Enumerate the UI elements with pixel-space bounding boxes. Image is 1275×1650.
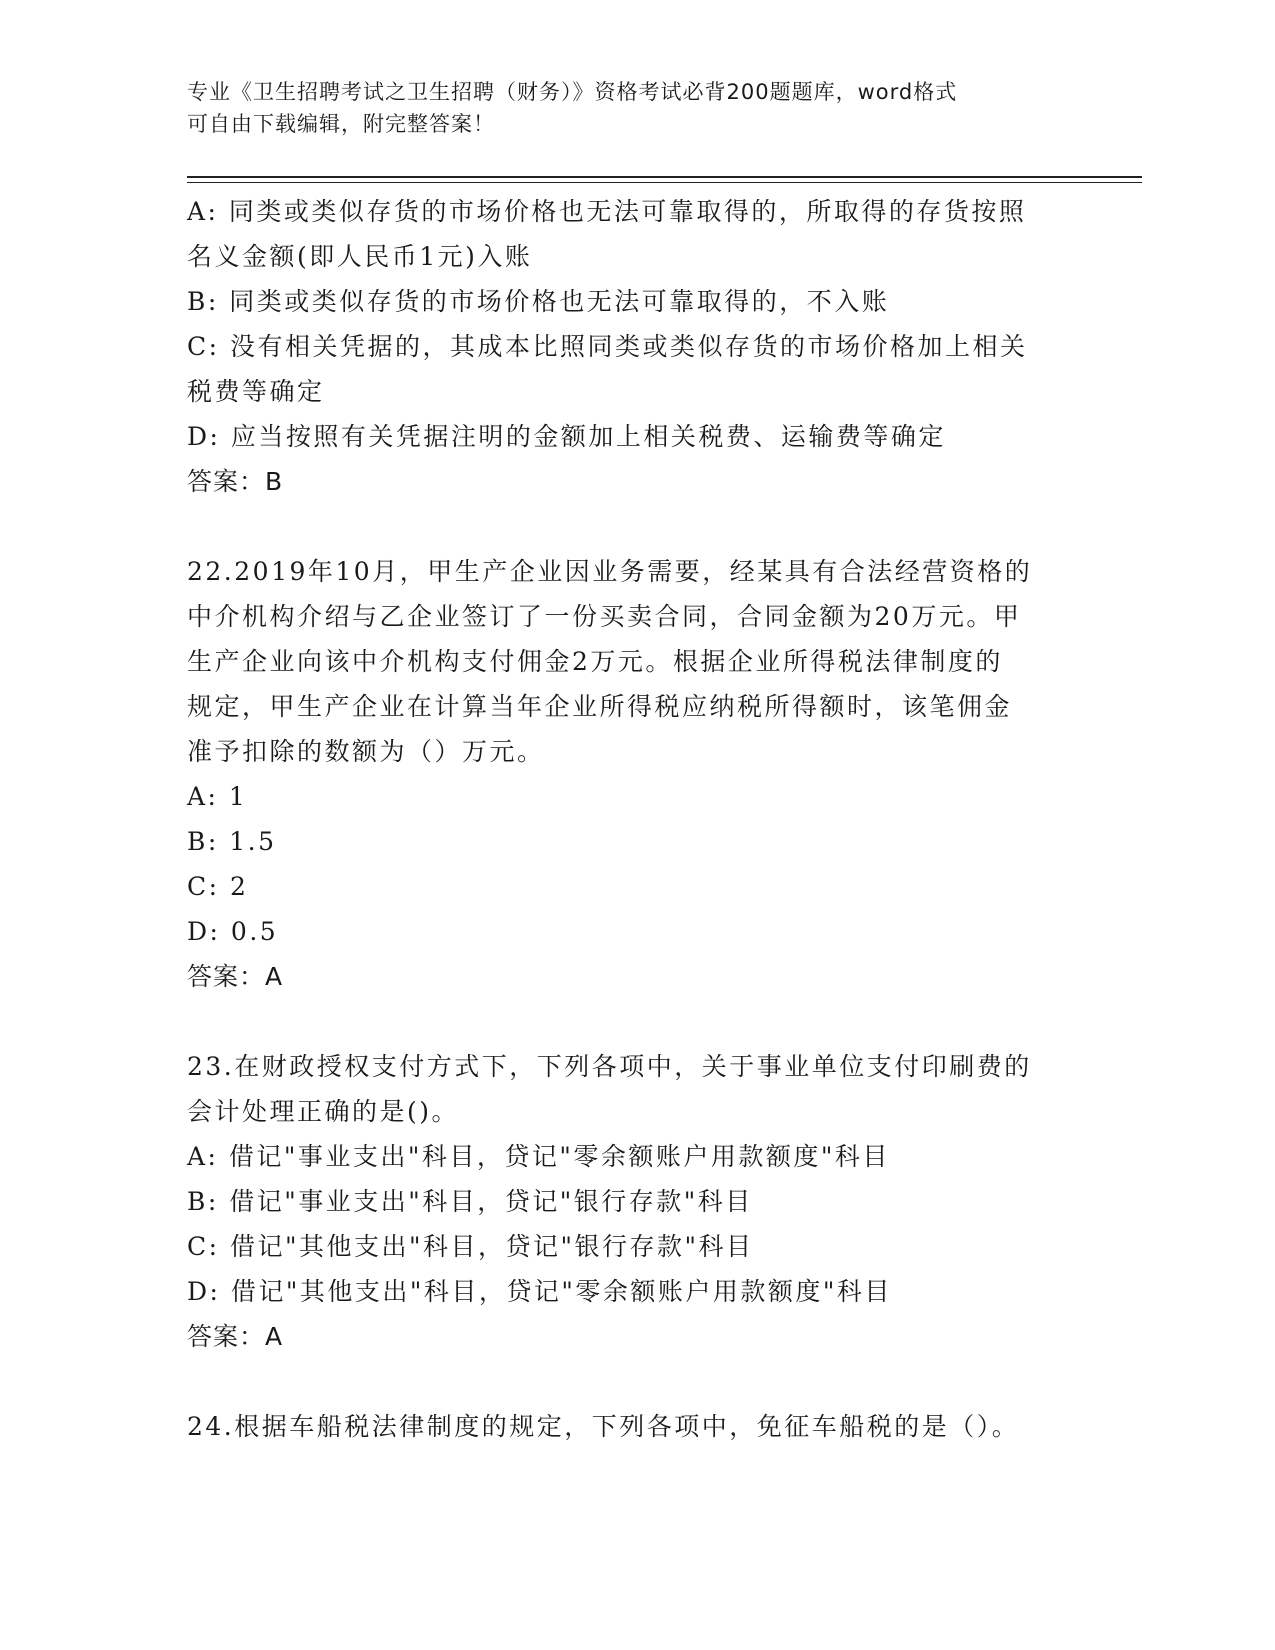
q23-option-d: D: 借记"其他支出"科目，贷记"零余额账户用款额度"科目 — [187, 1277, 892, 1306]
q22-answer: 答案：A — [187, 962, 284, 991]
q23-option-b: B: 借记"事业支出"科目，贷记"银行存款"科目 — [187, 1187, 753, 1216]
q23-answer: 答案：A — [187, 1322, 284, 1351]
q22-option-b: B: 1.5 — [187, 827, 277, 856]
q21-option-c-line-1: C: 没有相关凭据的，其成本比照同类或类似存货的市场价格加上相关 — [187, 332, 1028, 361]
q21-option-d: D: 应当按照有关凭据注明的金额加上相关税费、运输费等确定 — [187, 422, 946, 451]
q21-option-b: B: 同类或类似存货的市场价格也无法可靠取得的，不入账 — [187, 287, 890, 316]
spacer — [187, 1359, 1067, 1404]
q23-stem-line-2: 会计处理正确的是()。 — [187, 1097, 460, 1126]
spacer — [187, 504, 1067, 549]
q22-option-c: C: 2 — [187, 872, 249, 901]
q24-stem-line-1: 24.根据车船税法律制度的规定，下列各项中，免征车船税的是（）。 — [187, 1412, 1020, 1441]
header-rule-thick — [187, 176, 1142, 178]
q21-option-a-line-1: A: 同类或类似存货的市场价格也无法可靠取得的，所取得的存货按照 — [187, 197, 1027, 226]
q21-option-a-line-2: 名义金额(即人民币1元)入账 — [187, 242, 533, 271]
q23-stem-line-1: 23.在财政授权支付方式下，下列各项中，关于事业单位支付印刷费的 — [187, 1052, 1032, 1081]
header-title-line-1: 专业《卫生招聘考试之卫生招聘（财务）》资格考试必背200题题库，word格式 — [187, 80, 958, 104]
q22-stem-line-1: 22.2019年10月，甲生产企业因业务需要，经某具有合法经营资格的 — [187, 557, 1033, 586]
q22-stem-line-5: 准予扣除的数额为（）万元。 — [187, 737, 545, 766]
q22-stem-line-4: 规定，甲生产企业在计算当年企业所得税应纳税所得额时，该笔佣金 — [187, 692, 1013, 721]
q23-option-a: A: 借记"事业支出"科目，贷记"零余额账户用款额度"科目 — [187, 1142, 890, 1171]
q21-answer: 答案：B — [187, 467, 284, 496]
q22-stem-line-2: 中介机构介绍与乙企业签订了一份买卖合同，合同金额为20万元。甲 — [187, 602, 1022, 631]
q22-stem-line-3: 生产企业向该中介机构支付佣金2万元。根据企业所得税法律制度的 — [187, 647, 1003, 676]
document-header — [187, 76, 1067, 140]
spacer — [187, 999, 1067, 1044]
header-rule-thin — [187, 182, 1142, 183]
q23-option-c: C: 借记"其他支出"科目，贷记"银行存款"科目 — [187, 1232, 754, 1261]
header-title-line-2: 可自由下载编辑，附完整答案！ — [187, 112, 495, 136]
q22-option-a: A: 1 — [187, 782, 248, 811]
q22-option-d: D: 0.5 — [187, 917, 279, 946]
question-content — [187, 189, 1067, 1449]
q21-option-c-line-2: 税费等确定 — [187, 377, 325, 406]
